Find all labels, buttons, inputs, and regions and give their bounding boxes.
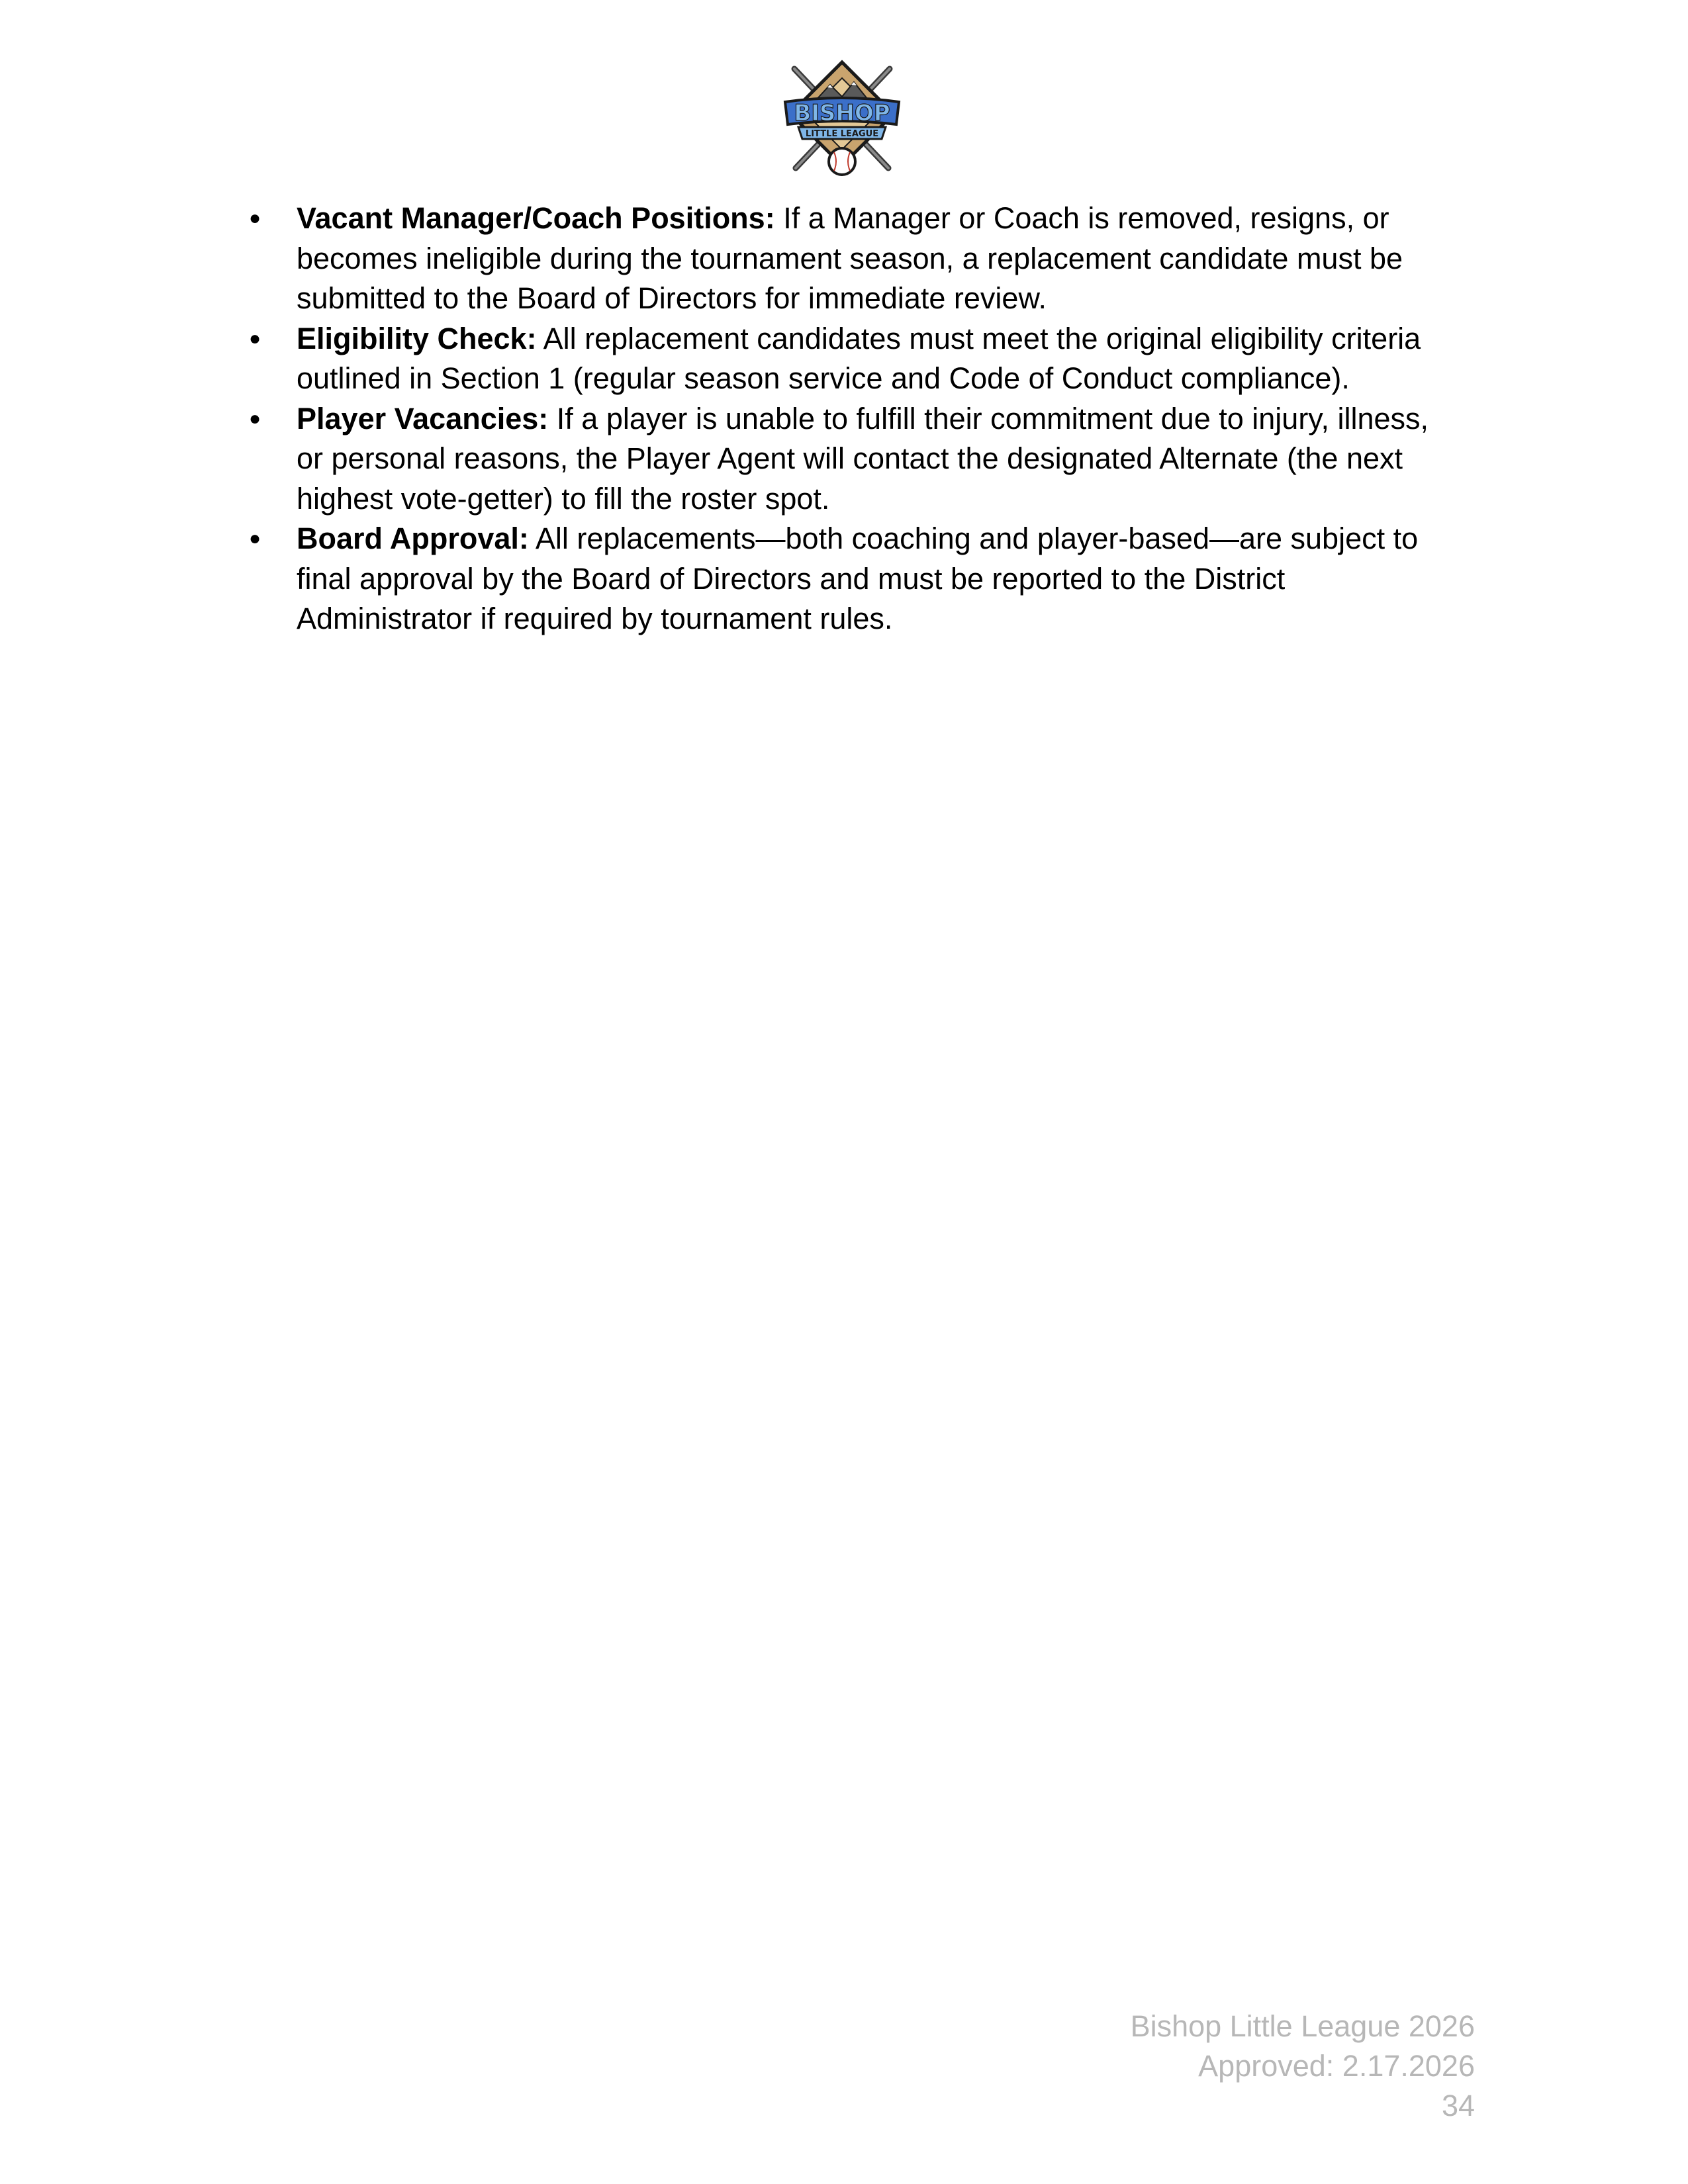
bullet-icon: ● <box>249 207 261 229</box>
bullet-term: Eligibility Check: <box>297 321 537 355</box>
bullet-text: If a player is unable to fulfill their commitment due to injury, illness, or personal reasons, the Player Agent will contact the designated Alternate (the next highest vote-getter) to fill the roster spot. <box>297 401 1429 516</box>
footer-league-year: Bishop Little League 2026 <box>1130 2009 1475 2043</box>
bullet-icon: ● <box>249 527 261 549</box>
list-item <box>246 199 1458 319</box>
bullet-text: All replacements—both coaching and player-based—are subject to final approval by the Board of Directors and must be reported to the District Administrator if required by tournament rules. <box>297 522 1419 635</box>
bishop-little-league-logo-icon <box>776 56 908 181</box>
document-body <box>246 199 1458 639</box>
bullet-list <box>246 199 1458 639</box>
bullet-term: Board Approval: <box>297 522 529 555</box>
bullet-text: If a Manager or Coach is removed, resigns, or becomes ineligible during the tournament season, a replacement candidate must be submitted to the Board of Directors for immediate review. <box>297 201 1403 315</box>
league-logo <box>776 56 908 181</box>
bullet-icon: ● <box>249 327 261 349</box>
bullet-icon: ● <box>249 407 261 430</box>
bullet-text: All replacement candidates must meet the original eligibility criteria outlined in Section 1 (regular season service and Code of Conduct compliance). <box>297 321 1421 395</box>
page-footer <box>1131 2007 1475 2126</box>
footer-approved-date: Approved: 2.17.2026 <box>1198 2049 1475 2083</box>
list-item <box>246 319 1458 399</box>
list-item <box>246 399 1458 520</box>
svg-text:LITTLE LEAGUE: LITTLE LEAGUE <box>805 129 879 139</box>
bullet-term: Player Vacancies: <box>297 401 549 435</box>
page-number: 34 <box>1441 2089 1475 2122</box>
svg-text:BISHOP: BISHOP <box>794 100 890 126</box>
list-item <box>246 519 1458 639</box>
bullet-term: Vacant Manager/Coach Positions: <box>297 201 775 235</box>
